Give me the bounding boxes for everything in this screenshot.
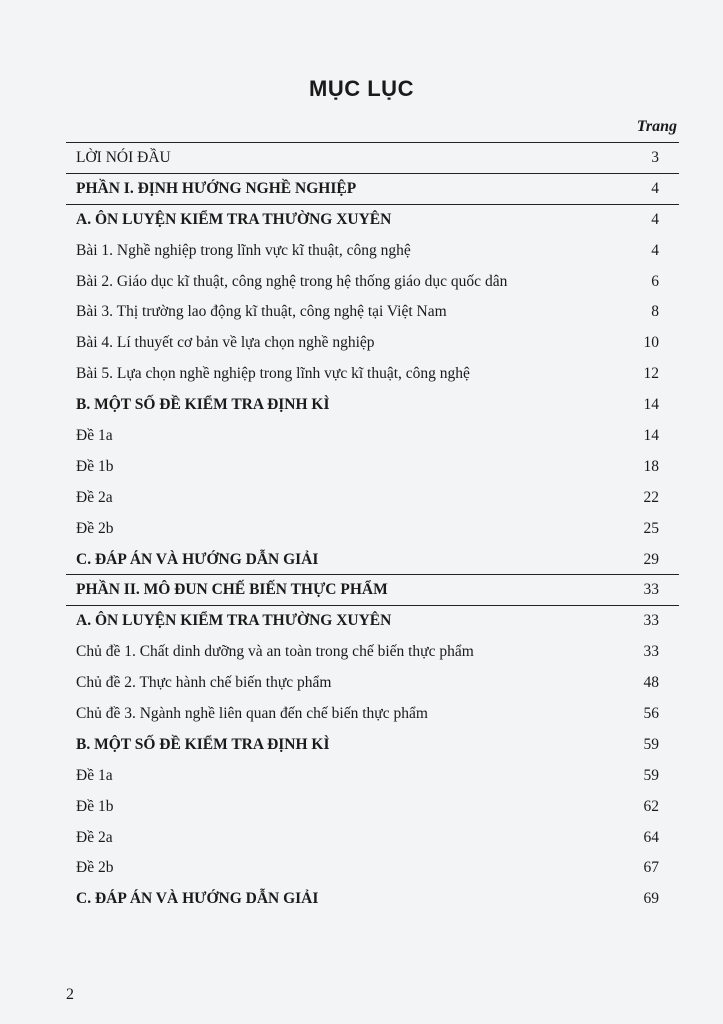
- toc-entry-page: 56: [643, 705, 659, 723]
- toc-entry-label: Bài 2. Giáo dục kĩ thuật, công nghệ trong hệ thống giáo dục quốc dân: [76, 272, 508, 290]
- footer-page-number: 2: [66, 986, 74, 1003]
- toc-entry[interactable]: [66, 483, 679, 514]
- toc-entry-page: 59: [643, 735, 659, 753]
- toc-entry[interactable]: [66, 390, 679, 421]
- toc-entry-label: B. MỘT SỐ ĐỀ KIỂM TRA ĐỊNH KÌ: [76, 735, 330, 753]
- toc-entry[interactable]: [66, 297, 679, 328]
- table-of-contents: [66, 142, 679, 915]
- toc-entry[interactable]: [66, 699, 679, 730]
- toc-entry-label: Đề 2b: [76, 519, 114, 537]
- page-column-header: Trang: [636, 118, 677, 135]
- toc-entry-page: 8: [651, 303, 659, 321]
- toc-entry-label: Bài 1. Nghề nghiệp trong lĩnh vực kĩ thuật, công nghệ: [76, 241, 411, 259]
- page-title: MỤC LỤC: [309, 76, 414, 101]
- toc-entry-label: Đề 1b: [76, 457, 114, 475]
- toc-entry-label: Bài 4. Lí thuyết cơ bản về lựa chọn nghề nghiệp: [76, 334, 375, 352]
- toc-entry-page: 69: [643, 890, 659, 908]
- toc-entry[interactable]: [66, 823, 679, 854]
- toc-entry-label: Chủ đề 3. Ngành nghề liên quan đến chế biến thực phẩm: [76, 705, 428, 723]
- toc-entry-label: Chủ đề 2. Thực hành chế biến thực phẩm: [76, 674, 332, 692]
- toc-entry[interactable]: [66, 236, 679, 267]
- toc-entry-page: 4: [651, 210, 659, 228]
- toc-entry-page: 12: [643, 365, 659, 383]
- toc-entry-page: 62: [643, 797, 659, 815]
- toc-entry-label: Đề 1a: [76, 766, 113, 784]
- toc-entry[interactable]: [66, 205, 679, 236]
- toc-entry-label: Đề 2b: [76, 859, 114, 877]
- toc-entry-page: 3: [651, 149, 659, 166]
- toc-entry-page: 33: [643, 612, 659, 630]
- toc-entry-label: PHẦN II. MÔ ĐUN CHẾ BIẾN THỰC PHẨM: [76, 581, 388, 599]
- toc-entry-label: Chủ đề 1. Chất dinh dưỡng và an toàn trong chế biến thực phẩm: [76, 643, 474, 661]
- toc-entry[interactable]: [66, 853, 679, 884]
- toc-entry[interactable]: [66, 174, 679, 205]
- toc-entry-label: LỜI NÓI ĐẦU: [76, 149, 171, 166]
- toc-entry-page: 18: [643, 457, 659, 475]
- toc-entry[interactable]: [66, 668, 679, 699]
- toc-entry-page: 14: [643, 427, 659, 445]
- toc-entry[interactable]: [66, 637, 679, 668]
- toc-entry[interactable]: [66, 267, 679, 298]
- toc-entry-label: Đề 2a: [76, 828, 113, 846]
- toc-entry-page: 4: [651, 179, 659, 197]
- toc-entry-page: 64: [643, 828, 659, 846]
- toc-entry[interactable]: [66, 884, 679, 915]
- toc-entry[interactable]: [66, 575, 679, 606]
- toc-entry[interactable]: [66, 761, 679, 792]
- toc-entry-page: 4: [651, 241, 659, 259]
- toc-entry-page: 33: [643, 643, 659, 661]
- toc-entry[interactable]: [66, 606, 679, 637]
- toc-entry-label: B. MỘT SỐ ĐỀ KIỂM TRA ĐỊNH KÌ: [76, 396, 330, 414]
- toc-entry-page: 59: [643, 766, 659, 784]
- toc-entry[interactable]: [66, 421, 679, 452]
- toc-entry-label: Đề 2a: [76, 488, 113, 506]
- toc-entry-label: A. ÔN LUYỆN KIỂM TRA THƯỜNG XUYÊN: [76, 612, 392, 630]
- toc-entry-page: 25: [643, 519, 659, 537]
- toc-entry-page: 14: [643, 396, 659, 414]
- toc-entry[interactable]: [66, 143, 679, 174]
- toc-entry[interactable]: [66, 792, 679, 823]
- toc-entry[interactable]: [66, 514, 679, 545]
- toc-entry[interactable]: [66, 359, 679, 390]
- toc-entry-label: Bài 3. Thị trường lao động kĩ thuật, công nghệ tại Việt Nam: [76, 303, 447, 321]
- toc-entry-page: 22: [643, 488, 659, 506]
- toc-entry-label: C. ĐÁP ÁN VÀ HƯỚNG DẪN GIẢI: [76, 890, 319, 908]
- toc-entry-page: 67: [643, 859, 659, 877]
- toc-entry-label: Đề 1a: [76, 427, 113, 445]
- toc-entry[interactable]: [66, 545, 679, 576]
- toc-entry[interactable]: [66, 452, 679, 483]
- toc-entry-page: 48: [643, 674, 659, 692]
- toc-entry-label: Bài 5. Lựa chọn nghề nghiệp trong lĩnh vực kĩ thuật, công nghệ: [76, 365, 470, 383]
- toc-entry-label: C. ĐÁP ÁN VÀ HƯỚNG DẪN GIẢI: [76, 550, 319, 568]
- toc-entry-page: 6: [651, 272, 659, 290]
- toc-entry[interactable]: [66, 730, 679, 761]
- toc-entry-page: 33: [643, 581, 659, 599]
- toc-entry-page: 29: [643, 550, 659, 568]
- toc-entry-page: 10: [643, 334, 659, 352]
- toc-entry[interactable]: [66, 328, 679, 359]
- toc-entry-label: A. ÔN LUYỆN KIỂM TRA THƯỜNG XUYÊN: [76, 210, 392, 228]
- toc-entry-label: PHẦN I. ĐỊNH HƯỚNG NGHỀ NGHIỆP: [76, 179, 357, 197]
- toc-entry-label: Đề 1b: [76, 797, 114, 815]
